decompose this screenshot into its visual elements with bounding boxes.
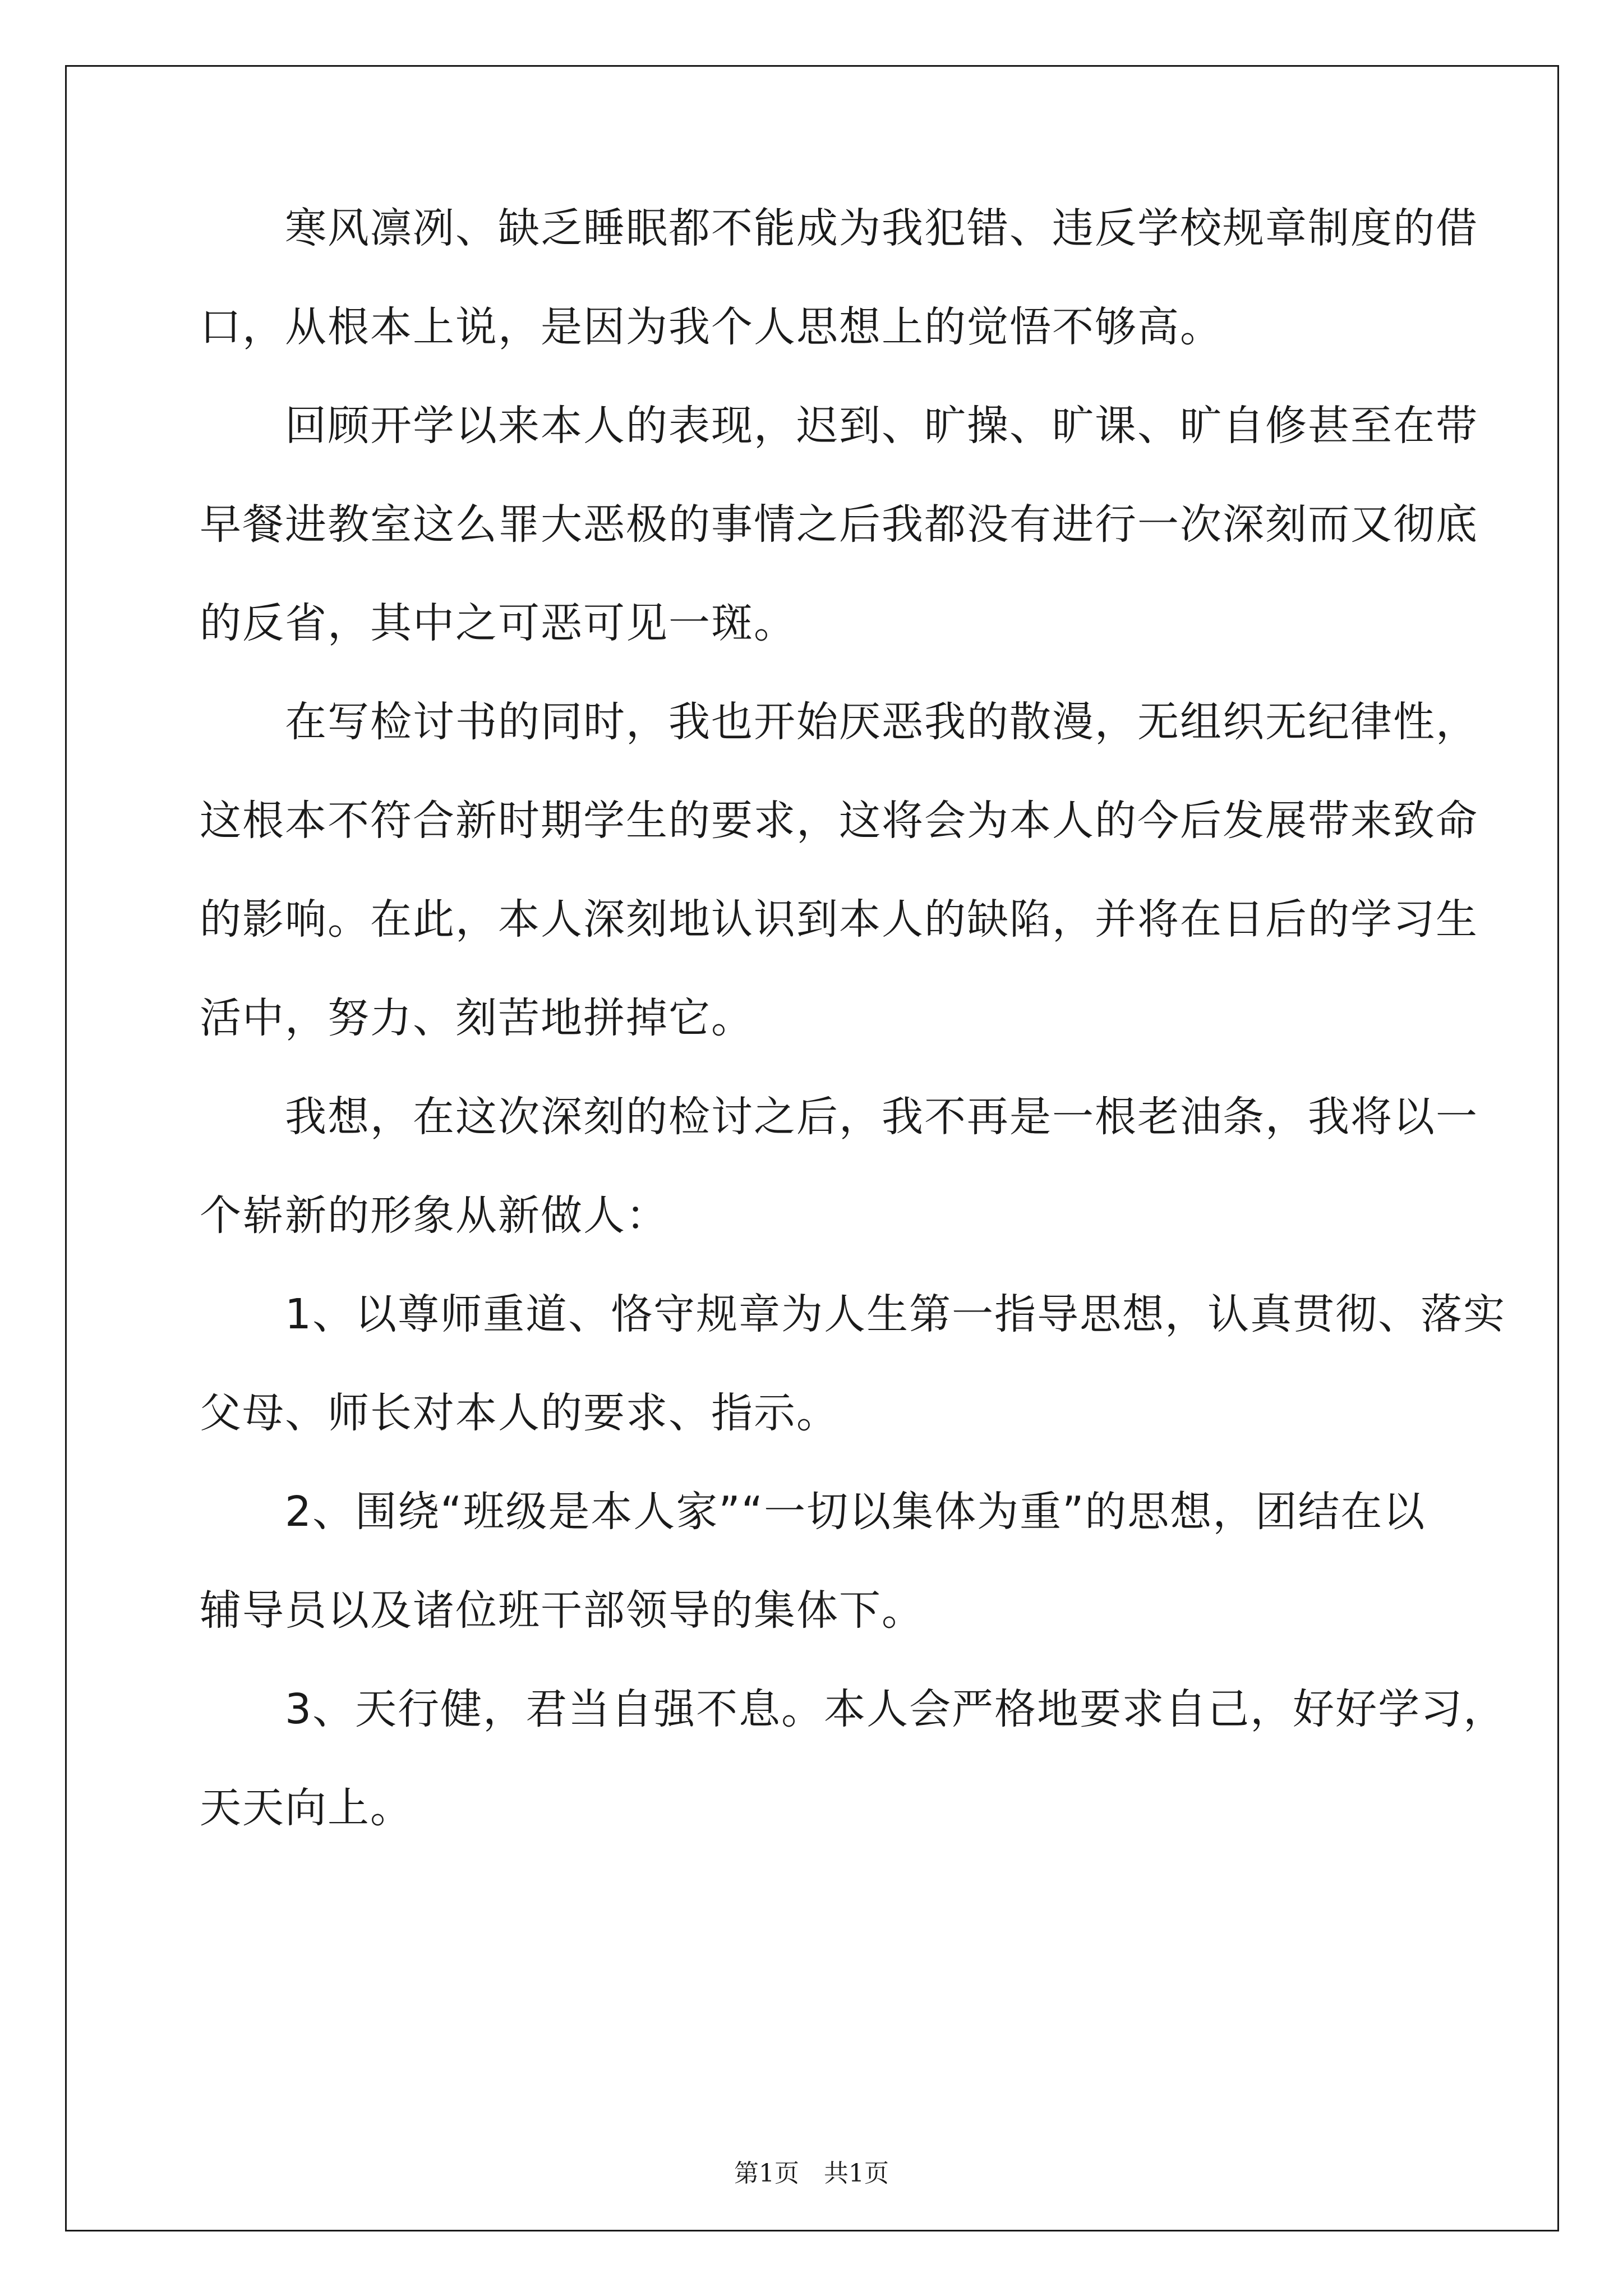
document-body xyxy=(200,204,1506,1886)
text-line: 天天向上。 xyxy=(200,1784,413,1832)
text-line: 早餐进教室这么罪大恶极的事情之后我都没有进行一次深刻而又彻底 xyxy=(200,500,1478,549)
text-line: 的反省，其中之可恶可见一斑。 xyxy=(200,599,796,647)
page-number-label: 第1页 共1页 xyxy=(734,2159,889,2188)
text-line: 3、天行健，君当自强不息。本人会严格地要求自己，好好学习， xyxy=(200,1685,1506,1733)
page-footer xyxy=(0,2153,1623,2189)
text-line: 活中，努力、刻苦地拼掉它。 xyxy=(200,994,754,1042)
text-line: 回顾开学以来本人的表现，迟到、旷操、旷课、旷自修甚至在带 xyxy=(200,402,1478,450)
text-line: 父母、师长对本人的要求、指示。 xyxy=(200,1389,839,1437)
text-line: 我想，在这次深刻的检讨之后，我不再是一根老油条，我将以一 xyxy=(200,1093,1478,1141)
text-line: 这根本不符合新时期学生的要求，这将会为本人的今后发展带来致命 xyxy=(200,797,1478,845)
text-line: 辅导员以及诸位班干部领导的集体下。 xyxy=(200,1586,924,1635)
text-line: 1、以尊师重道、恪守规章为人生第一指导思想，认真贯彻、落实 xyxy=(200,1290,1506,1338)
text-line: 个崭新的形象从新做人： xyxy=(200,1191,668,1240)
text-line: 2、围绕“班级是本人家”“一切以集体为重”的思想，团结在以 xyxy=(200,1488,1426,1536)
text-line: 口，从根本上说，是因为我个人思想上的觉悟不够高。 xyxy=(200,303,1223,351)
text-line: 的影响。在此，本人深刻地认识到本人的缺陷，并将在日后的学习生 xyxy=(200,895,1478,944)
text-line: 寒风凛冽、缺乏睡眠都不能成为我犯错、违反学校规章制度的借 xyxy=(200,204,1478,252)
text-line: 在写检讨书的同时，我也开始厌恶我的散漫，无组织无纪律性， xyxy=(200,698,1478,746)
